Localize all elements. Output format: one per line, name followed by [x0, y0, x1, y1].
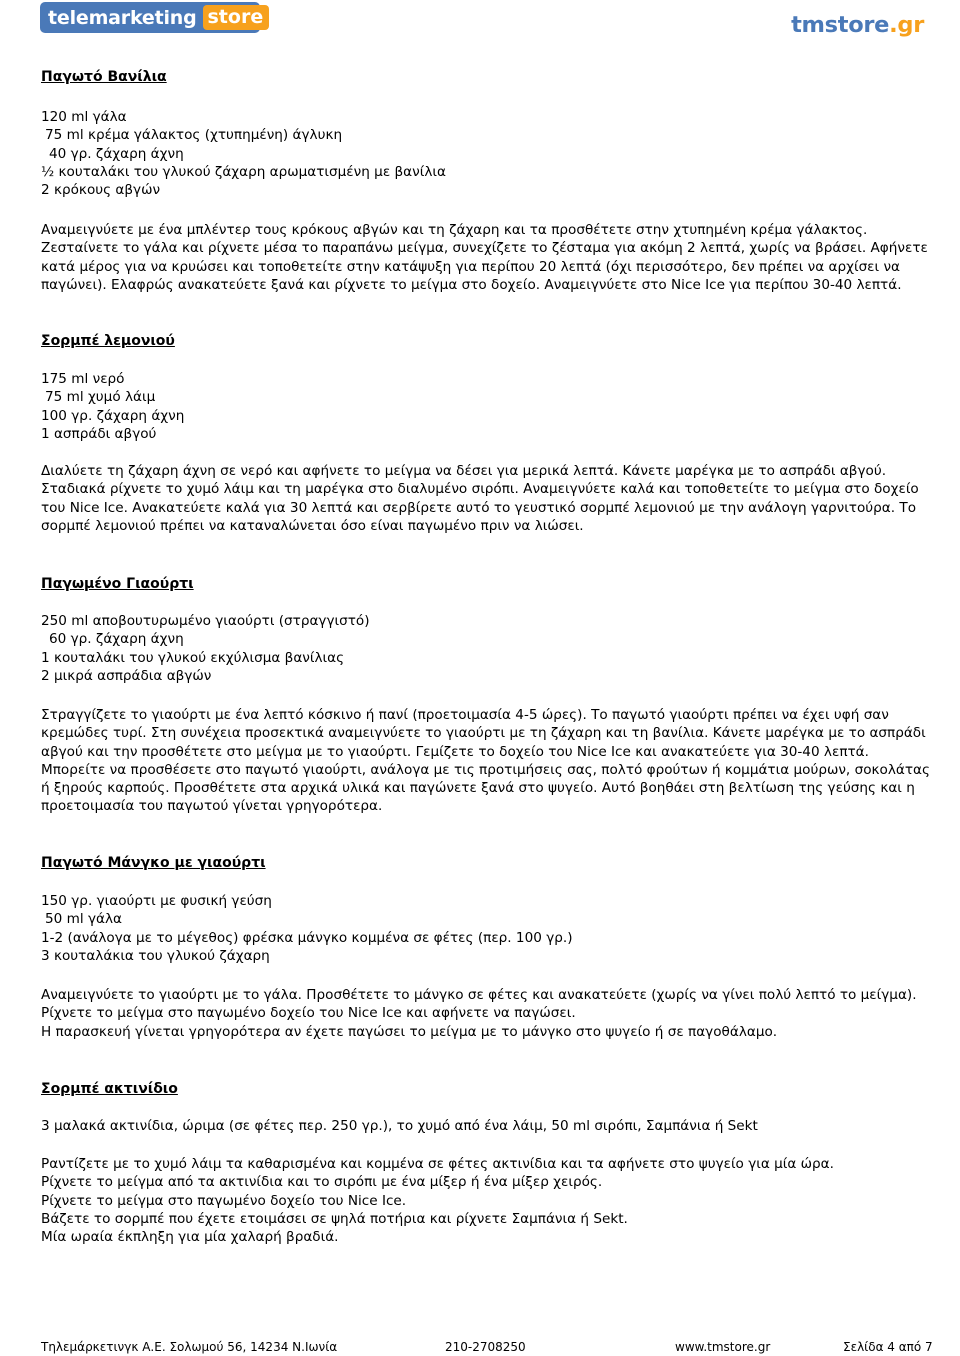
method-line: Βάζετε το σορμπέ που έχετε ετοιμάσει σε ψηλά ποτήρια και ρίχνετε Σαμπάνια ή Sekt. [41, 1210, 628, 1227]
method-line: κατά μέρος για να κρυώσει και τοποθετείτε στην κατάψυξη για περίπου 20 λεπτά (όχι περισσότερο, δεν πρέπει να αρχίσει να [41, 258, 901, 275]
method-line: Αναμειγνύετε το γιαούρτι με το γάλα. Προσθέτετε το μάνγκο σε φέτες και ανακατεύετε (χωρίς να γίνει πολύ λεπτό το μείγμα). [41, 987, 917, 1003]
recipe-title: Σορμπέ λεμονιού [41, 333, 175, 349]
recipe-section [41, 575, 194, 593]
ingredient-list [41, 1117, 758, 1135]
registered-mark: ® [271, 3, 280, 12]
method-line: ή ξηρούς καρπούς. Προσθέτετε στα αρχικά υλικά και παγώνετε ξανά στο ψυγείο. Αυτό βοηθάει στη βελτίωση της γεύσης και η [41, 780, 915, 797]
ingredient-item: 40 γρ. ζάχαρη άχνη [49, 145, 184, 162]
recipe-title: Σορμπέ ακτινίδιο [41, 1081, 178, 1097]
recipe-title: Παγωτό Μάνγκο με γιαούρτι [41, 855, 266, 871]
method-line: Ραντίζετε με το χυμό λάιμ τα καθαρισμένα και κομμένα σε φέτες ακτινίδια και τα αφήνετε στο ψυγείο για μία ώρα. [41, 1156, 834, 1172]
brand-name: tmstore [791, 12, 890, 38]
ingredient-item: 120 ml γάλα [41, 109, 127, 125]
ingredient-item: 3 μαλακά ακτινίδια, ώριμα (σε φέτες περ. 250 γρ.), το χυμό από ένα λάιμ, 50 ml σιρόπι, Σαμπάνια ή Sekt [41, 1118, 758, 1134]
recipe-section [41, 68, 167, 86]
method-line: Ρίχνετε το μείγμα στο παγωμένο δοχείο του Nice Ice. [41, 1192, 407, 1209]
method-line: σορμπέ λεμονιού πρέπει να καταναλώνεται όσο είναι παγωμένο πριν να λιώσει. [41, 517, 584, 534]
method-paragraph [41, 221, 928, 294]
method-line: προετοιμασία του παγωτού γίνεται γρηγορότερα. [41, 798, 383, 815]
method-line: Αναμειγνύετε με ένα μπλέντερ τους κρόκους αβγών και τη ζάχαρη και τα προσθέτετε στην χτυπημένη κρέμα γάλακτος. [41, 222, 868, 238]
method-line: Μία ωραία έκπληξη για μία χαλαρή βραδιά. [41, 1229, 339, 1246]
page-header [0, 0, 960, 52]
ingredient-item: 250 ml αποβουτυρωμένο γιαούρτι (στραγγιστό) [41, 613, 370, 629]
method-paragraph [41, 462, 919, 535]
recipe-section [41, 1080, 178, 1098]
method-line: Στραγγίζετε το γιαούρτι με ένα λεπτό κόσκινο ή πανί (προετοιμασία 4-5 ώρες). Το παγωτό γιαούρτι πρέπει να έχει υφή σαν [41, 707, 889, 723]
method-line: του Nice Ice. Ανακατεύετε καλά για 30 λεπτά και σερβίρετε αυτό το γευστικό σορμπέ λεμονιού με την ανάλογη γαρνιτούρα. Το [41, 499, 917, 516]
ingredient-list [41, 108, 446, 199]
ingredient-item: 2 κρόκους αβγών [41, 182, 161, 199]
ingredient-item: 60 γρ. ζάχαρη άχνη [49, 631, 184, 648]
recipe-section [41, 332, 175, 350]
recipe-title: Παγωμένο Γιαούρτι [41, 576, 194, 592]
ingredient-item: 1 ασπράδι αβγού [41, 425, 157, 442]
ingredient-list [41, 612, 370, 685]
footer-company-address: Τηλεμάρκετινγκ Α.Ε. Σολωμού 56, 14234 Ν.Ιωνία [41, 1340, 338, 1354]
ingredient-item: 3 κουταλάκια του γλυκού ζάχαρη [41, 947, 270, 964]
method-line: Μπορείτε να προσθέσετε στο παγωτό γιαούρτι, ανάλογα με τις προτιμήσεις σας, πολτό φρούτων ή κομμάτια μούρων, σοκολάτας [41, 761, 930, 778]
method-line: Διαλύετε τη ζάχαρη άχνη σε νερό και αφήνετε το μείγμα να δέσει για μερικά λεπτά. Κάνετε μαρέγκα με το ασπράδι αβγού. [41, 463, 887, 479]
ingredient-item: ½ κουταλάκι του γλυκού ζάχαρη αρωματισμένη με βανίλια [41, 163, 446, 180]
method-line: Ρίχνετε το μείγμα από τα ακτινίδια και το σιρόπι με ένα μίξερ ή ένα μίξερ χειρός. [41, 1174, 603, 1191]
method-line: παγώνει). Ελαφρώς ανακατεύετε ξανά και ρίχνετε το μείγμα στο δοχείο. Αναμειγνύετε στο Nice Ice για περίπου 30-40 λεπτά. [41, 276, 902, 293]
footer-phone: 210-2708250 [445, 1340, 526, 1354]
footer-page-number: Σελίδα 4 από 7 [843, 1340, 933, 1354]
logo-text-store [203, 3, 280, 30]
method-line: Ρίχνετε το μείγμα στο παγωμένο δοχείο του Nice Ice και αφήνετε να παγώσει. [41, 1005, 576, 1022]
ingredient-list [41, 892, 573, 965]
tmstore-brand[interactable] [791, 12, 924, 38]
method-line: κρεμώδες τυρί. Στη συνέχεια προσεκτικά αναμειγνύετε το γιαούρτι με τη ζάχαρη και τη βανίλια. Κάνετε μαρέγκα με το ασπράδι [41, 725, 926, 742]
ingredient-item: 50 ml γάλα [45, 911, 122, 928]
ingredient-item: 75 ml χυμό λάιμ [45, 389, 156, 406]
method-line: αβγού και την προσθέτετε στο μείγμα με το γιαούρτι. Γεμίζετε το δοχείο του Nice Ice και ανακατεύετε για 30-40 λεπτά. [41, 743, 869, 760]
ingredient-item: 2 μικρά ασπράδια αβγών [41, 667, 212, 684]
ingredient-list [41, 370, 184, 443]
ingredient-item: 75 ml κρέμα γάλακτος (χτυπημένη) άγλυκη [45, 127, 343, 144]
method-paragraph [41, 1155, 834, 1246]
recipe-title: Παγωτό Βανίλια [41, 69, 167, 85]
method-paragraph [41, 986, 917, 1041]
brand-tld: .gr [889, 12, 924, 38]
logo-text-telemarketing: telemarketing [48, 6, 197, 29]
method-line: Σταδιακά ρίχνετε το χυμό λάιμ και τη μαρέγκα στο διαλυμένο σιρόπι. Αναμειγνύετε καλά και τοποθετείτε το μείγμα στο δοχείο [41, 481, 919, 498]
telemarketing-store-logo[interactable] [40, 2, 280, 33]
ingredient-item: 150 γρ. γιαούρτι με φυσική γεύση [41, 893, 272, 909]
ingredient-item: 1 κουταλάκι του γλυκού εκχύλισμα βανίλιας [41, 649, 345, 666]
recipe-section [41, 854, 266, 872]
logo-store-label: store [207, 6, 264, 28]
method-line: Ζεσταίνετε το γάλα και ρίχνετε μέσα το παραπάνω μείγμα, συνεχίζετε το ζέσταμα για ακόμη 2 λεπτά, χωρίς να βράσει. Αφήνετε [41, 240, 928, 257]
method-paragraph [41, 706, 930, 816]
ingredient-item: 175 ml νερό [41, 371, 125, 387]
method-line: Η παρασκευή γίνεται γρηγορότερα αν έχετε παγώσει το μείγμα με το μάνγκο στο ψυγείο ή σε παγοθάλαμο. [41, 1023, 778, 1040]
ingredient-item: 100 γρ. ζάχαρη άχνη [41, 407, 185, 424]
footer-website-link[interactable]: www.tmstore.gr [675, 1340, 771, 1354]
ingredient-item: 1-2 (ανάλογα με το μέγεθος) φρέσκα μάνγκο κομμένα σε φέτες (περ. 100 γρ.) [41, 929, 573, 946]
